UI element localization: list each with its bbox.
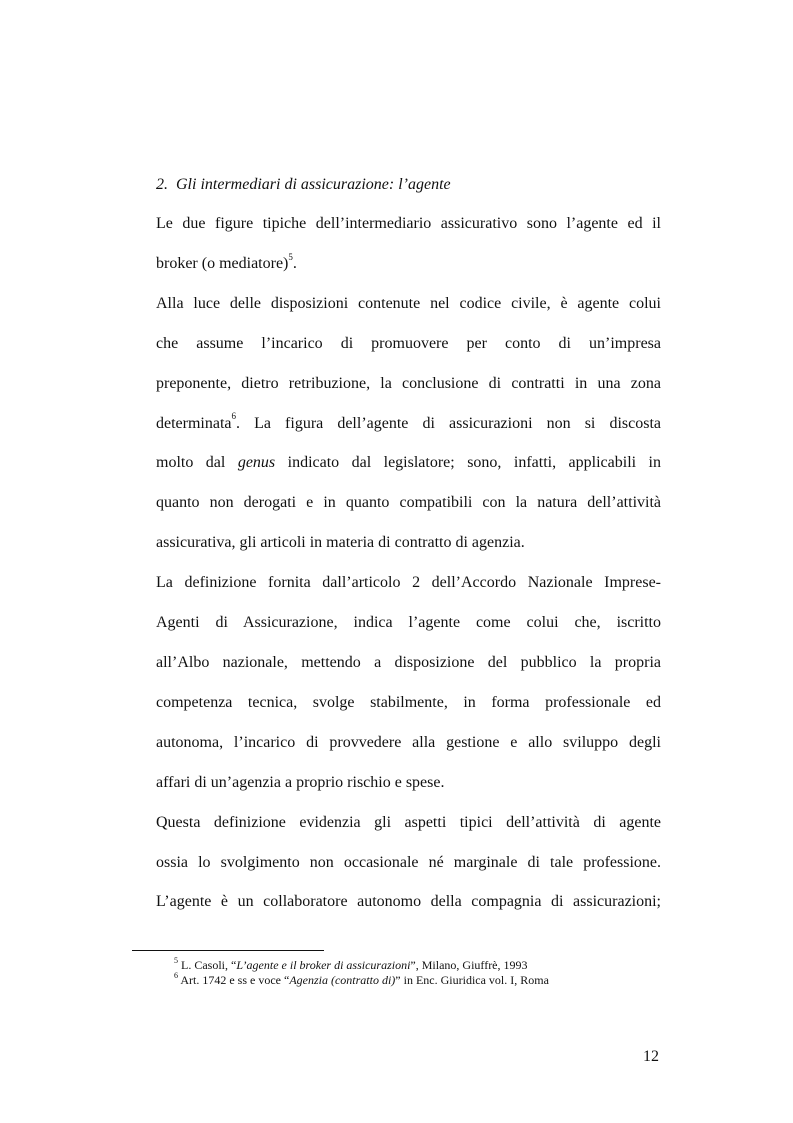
text-line: affari di un’agenzia a proprio rischio e spese. [156,773,445,791]
footnote-divider [132,950,324,951]
page-number: 12 [643,1048,659,1065]
text-fragment: . La figura dell’agente di assicurazioni non si discosta [236,414,661,432]
text-line: assicurativa, gli articoli in materia di contratto di agenzia. [156,534,525,552]
footnotes [174,958,549,988]
footnote-text: ” in Enc. Giuridica vol. I, Roma [395,973,549,987]
text-fragment: broker (o mediatore) [156,254,289,272]
text-line [156,404,661,444]
text-line: Alla luce delle disposizioni contenute nel codice civile, è agente colui [156,294,661,312]
section-heading [156,176,451,194]
footnote-text: ”, Milano, Giuffrè, 1993 [410,958,528,972]
section-number: 2. [156,176,168,193]
footnote-title: Agenzia (contratto di) [289,973,396,987]
text-fragment: molto dal [156,454,238,472]
footnote-ref-6[interactable]: 6 [231,411,237,422]
genus-term: genus [237,454,276,472]
text-fragment: indicato dal legislatore; sono, infatti, applicabili in [275,454,661,472]
paragraph-3 [156,563,661,802]
footnote-5 [174,958,549,973]
text-fragment: determinata [156,414,232,432]
text-line: L’agente è un collaboratore autonomo della compagnia di assicurazioni; [156,893,661,911]
text-line: preponente, dietro retribuzione, la conclusione di contratti in una zona [156,374,661,392]
text-line: competenza tecnica, svolge stabilmente, in forma professionale ed [156,693,661,711]
text-line [156,443,661,483]
footnote-title: L’agente e il broker di assicurazioni [236,958,411,972]
footnote-6 [174,973,549,988]
footnote-text: Art. 1742 e ss e voce “ [178,973,290,987]
text-line: all’Albo nazionale, mettendo a disposizione del pubblico la propria [156,653,661,671]
body-text [156,204,661,922]
text-line: La definizione fornita dall’articolo 2 dell’Accordo Nazionale Imprese- [156,574,661,592]
footnote-text: L. Casoli, “ [178,958,237,972]
text-line: Le due figure tipiche dell’intermediario assicurativo sono l’agente ed il [156,215,661,232]
footnote-ref-5[interactable]: 5 [288,251,293,262]
text-line: Agenti di Assicurazione, indica l’agente come colui che, iscritto [156,614,661,632]
paragraph-1 [156,204,661,284]
text-line: ossia lo svolgimento non occasionale né marginale di tale professione. [156,853,661,871]
footnote-number: 5 [174,956,178,965]
footnote-number: 6 [174,971,178,980]
paragraph-4 [156,803,661,923]
text-line: Questa definizione evidenzia gli aspetti tipici dell’attività di agente [156,813,661,831]
text-line: quanto non derogati e in quanto compatibili con la natura dell’attività [156,494,661,512]
text-line [156,244,661,284]
text-fragment: . [292,254,297,272]
section-title: Gli intermediari di assicurazione: l’agente [176,176,451,193]
paragraph-2 [156,284,661,563]
text-line: autonoma, l’incarico di provvedere alla gestione e allo sviluppo degli [156,733,661,751]
text-line: che assume l’incarico di promuovere per conto di un’impresa [156,334,661,352]
